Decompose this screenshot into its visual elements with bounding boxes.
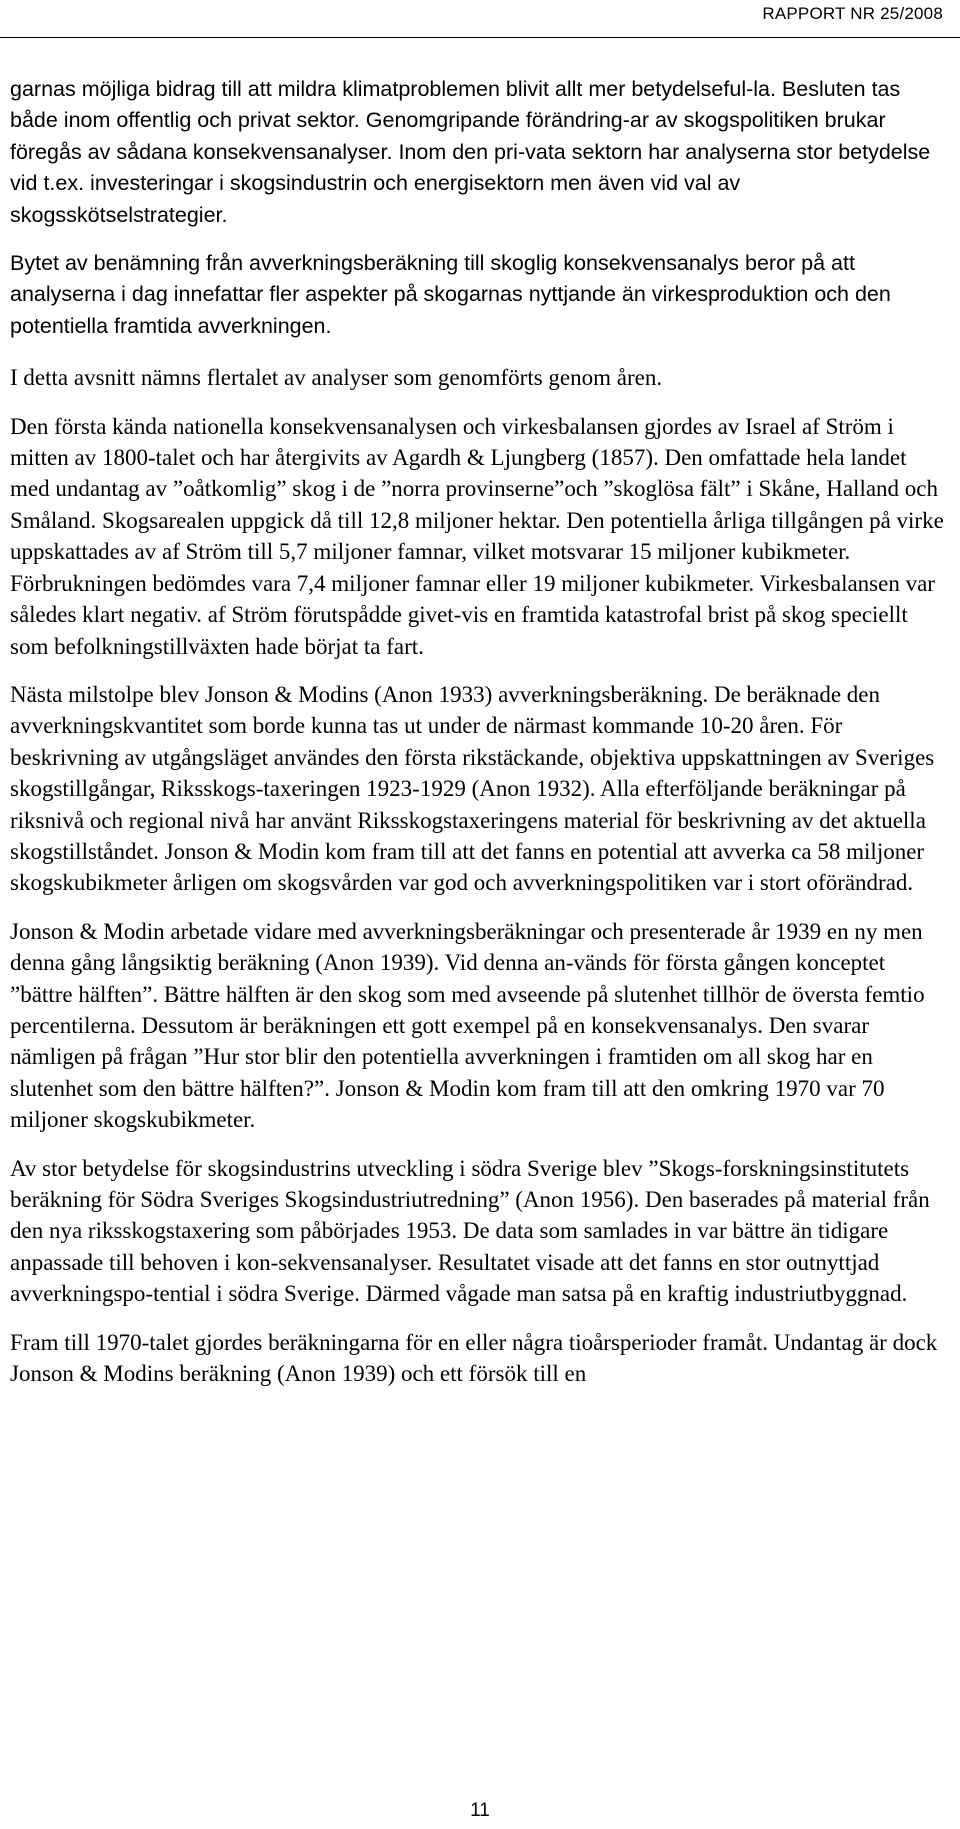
paragraph-7: Av stor betydelse för skogsindustrins utveckling i södra Sverige blev ”Skogs-forskningsinstitutets beräkning för Södra Sveriges Skogsindustriutredning” (Anon 1956). Den baserades på material från den nya riksskogstaxering som påbörjades 1953. De data som samlades in var bättre än tidigare anpassade till behoven i kon-sekvensanalyser. Resultatet visade att det fanns en stor outnyttjad avverkningspo-tential i södra Sverige. Därmed vågade man satsa på en kraftig industriutbyggnad. [10, 1155, 930, 1307]
report-title: RAPPORT NR 25/2008 [762, 4, 943, 23]
paragraph-6: Jonson & Modin arbetade vidare med avverkningsberäkningar och presenterade år 1939 en ny men denna gång långsiktig beräkning (Anon 1939). Vid denna an-vänds för första gången konceptet ”bättre hälften”. Bättre hälften är den skog som med avseende på slutenhet tillhör de översta femtio percentilerna. Dessutom är beräkningen ett gott exempel på en konsekvensanalys. Den svarar nämligen på frågan ”Hur stor blir den potentiella avverkningen i framtiden om all skog har en slutenhet som den bättre hälften?”. Jonson & Modin kom fram till att den omkring 1970 var 70 miljoner skogskubikmeter. [10, 918, 925, 1133]
page-header [0, 0, 960, 44]
paragraph-5: Nästa milstolpe blev Jonson & Modins (Anon 1933) avverkningsberäkning. De beräknade den avverkningskvantitet som borde kunna tas ut under de närmast kommande 10-20 åren. För beskrivning av utgångsläget användes den första rikstäckande, objektiva uppskattningen av Sveriges skogstillgångar, Riksskogs-taxeringen 1923-1929 (Anon 1932). Alla efterföljande beräkningar på riksnivå och regional nivå har använt Riksskogstaxeringens material för beskrivning av det aktuella skogstillståndet. Jonson & Modin kom fram till att det fanns en potential att avverka ca 58 miljoner skogskubikmeter årligen om skogsvården var god och avverkningspolitiken var i stort oförändrad. [10, 681, 935, 896]
page-number: 11 [470, 1800, 490, 1821]
paragraph-3: I detta avsnitt nämns flertalet av analyser som genomförts genom åren. [10, 365, 663, 391]
body-text [10, 74, 948, 1406]
paragraph-8: Fram till 1970-talet gjordes beräkningarna för en eller några tioårsperioder framåt. Undantag är dock Jonson & Modins beräkning (Anon 1939) och ett försök till en [10, 1329, 938, 1387]
header-divider [0, 37, 960, 38]
paragraph-1: garnas möjliga bidrag till att mildra klimatproblemen blivit allt mer betydelseful-la. Besluten tas både inom offentlig och privat sektor. Genomgripande förändring-ar av skogspolitiken brukar föregås av sådana konsekvensanalyser. Inom den pri-vata sektorn har analyserna stor betydelse vid t.ex. investeringar i skogsindustrin och energisektorn men även vid val av skogsskötselstrategier. [10, 77, 931, 227]
paragraph-4: Den första kända nationella konsekvensanalysen och virkesbalansen gjordes av Israel af Ström i mitten av 1800-talet och har återgivits av Agardh & Ljungberg (1857). Den omfattade hela landet med undantag av ”oåtkomlig” skog i de ”norra provinserne”och ”skoglösa fält” i Skåne, Halland och Småland. Skogsarealen uppgick då till 12,8 miljoner hektar. Den potentiella årliga tillgången på virke uppskattades av af Ström till 5,7 miljoner famnar, vilket motsvarar 15 miljoner kubikmeter. Förbrukningen bedömdes vara 7,4 miljoner famnar eller 19 miljoner kubikmeter. Virkesbalansen var således klart negativ. af Ström förutspådde givet-vis en framtida katastrofal brist på skog speciellt som befolkningstillväxten hade börjat ta fart. [10, 413, 944, 659]
paragraph-2: Bytet av benämning från avverkningsberäkning till skoglig konsekvensanalys beror på att analyserna i dag innefattar fler aspekter på skogarnas nyttjande än virkesproduktion och den potentiella framtida avverkningen. [10, 251, 891, 338]
